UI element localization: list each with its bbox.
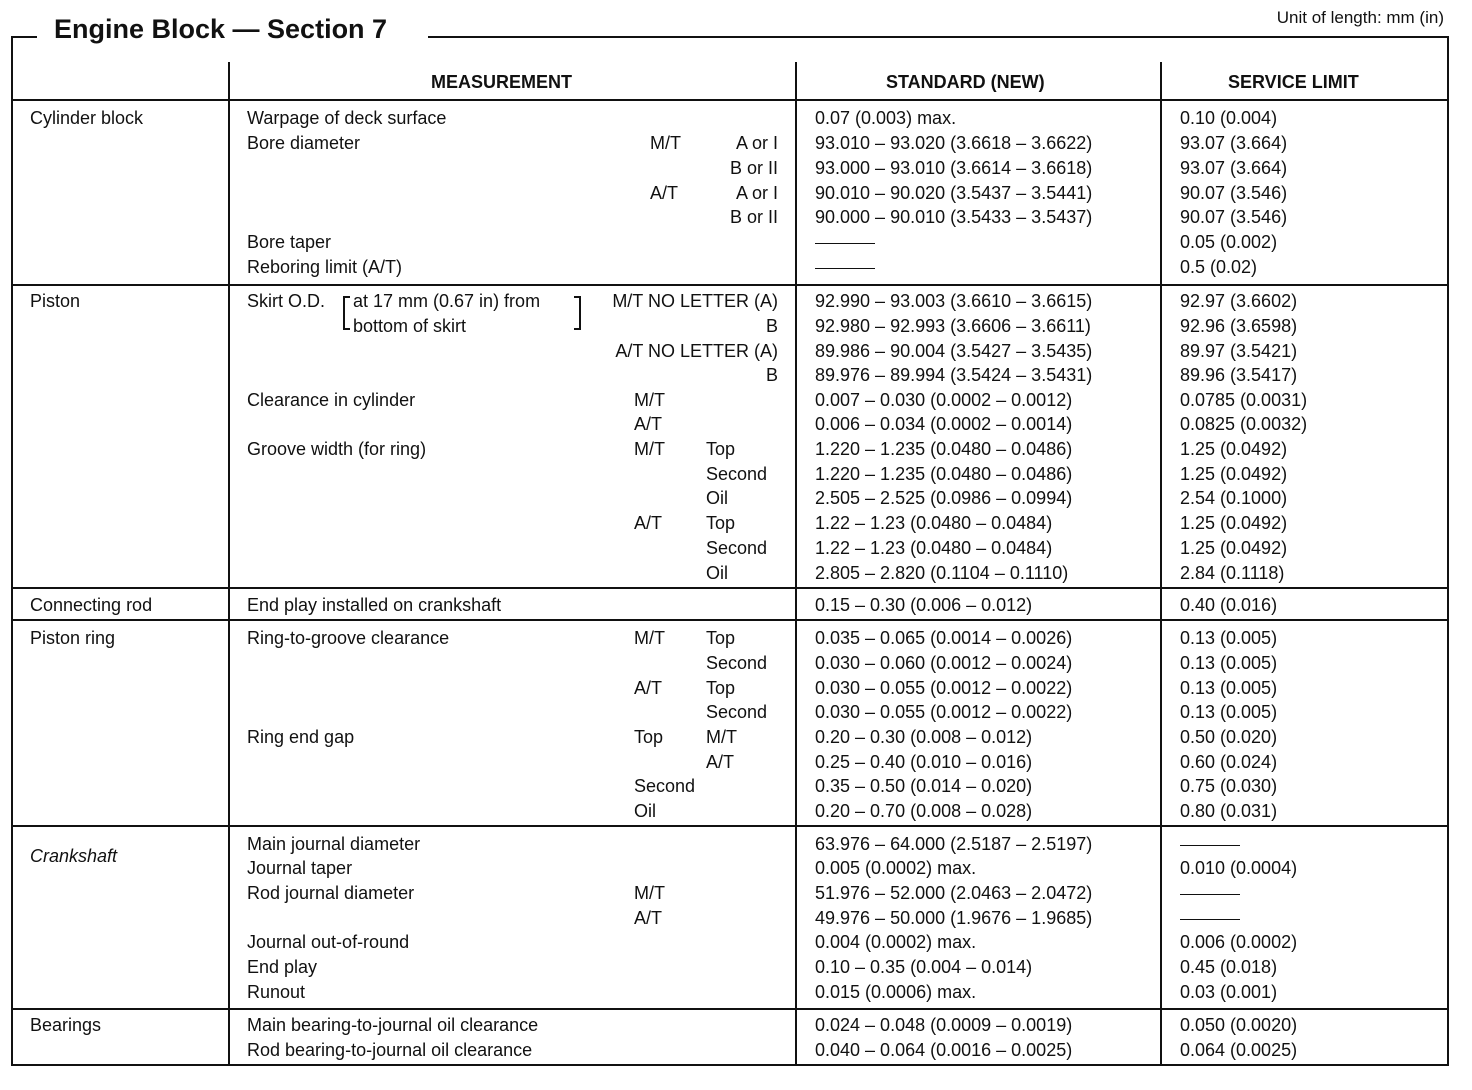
service-limit-value: 1.25 (0.0492)	[1180, 464, 1288, 484]
service-limit-value: 93.07 (3.664)	[1180, 158, 1288, 178]
standard-value: 63.976 – 64.000 (2.5187 – 2.5197)	[815, 834, 1093, 854]
measurement-label: End play installed on crankshaft	[247, 595, 502, 615]
standard-value: 0.030 – 0.055 (0.0012 – 0.0022)	[815, 702, 1073, 722]
qualifier: M/T	[634, 390, 665, 410]
qualifier: B	[765, 316, 778, 336]
no-value-dash	[815, 230, 875, 254]
component-label: Cylinder block	[30, 108, 144, 128]
standard-value: 0.20 – 0.30 (0.008 – 0.012)	[815, 727, 1033, 747]
qualifier: Second	[706, 464, 768, 484]
measurement-label: Main bearing-to-journal oil clearance	[247, 1015, 539, 1035]
table-row	[0, 1013, 1472, 1037]
service-limit-value: 0.03 (0.001)	[1180, 982, 1278, 1002]
qualifier: Second	[706, 702, 768, 722]
service-limit-value: 0.50 (0.020)	[1180, 727, 1278, 747]
qualifier: M/T	[634, 439, 665, 459]
service-limit-value: 0.75 (0.030)	[1180, 776, 1278, 796]
qualifier: M/T	[634, 628, 665, 648]
table-row	[0, 314, 1472, 338]
standard-value: 90.010 – 90.020 (3.5437 – 3.5441)	[815, 183, 1093, 203]
table-row	[0, 700, 1472, 724]
standard-value: 89.976 – 89.994 (3.5424 – 3.5431)	[815, 365, 1093, 385]
table-row	[0, 846, 1472, 880]
measurement-label: Journal out-of-round	[247, 932, 410, 952]
standard-value: 90.000 – 90.010 (3.5433 – 3.5437)	[815, 207, 1093, 227]
measurement-label: Clearance in cylinder	[247, 390, 416, 410]
component-label: Piston ring	[30, 628, 116, 648]
section-divider	[11, 587, 1447, 589]
measurement-label: Ring end gap	[247, 727, 355, 747]
measurement-note: at 17 mm (0.67 in) from	[353, 291, 541, 311]
qualifier: B	[765, 365, 778, 385]
header-standard: STANDARD (NEW)	[886, 72, 1045, 92]
service-limit-value: 0.10 (0.004)	[1180, 108, 1278, 128]
table-row	[0, 774, 1472, 798]
qualifier: Top	[634, 727, 664, 747]
table-row	[0, 750, 1472, 774]
standard-value: 93.010 – 93.020 (3.6618 – 3.6622)	[815, 133, 1093, 153]
table-row	[0, 536, 1472, 560]
service-limit-value: 0.13 (0.005)	[1180, 653, 1278, 673]
measurement-label: Bore diameter	[247, 133, 361, 153]
standard-value: 0.35 – 0.50 (0.014 – 0.020)	[815, 776, 1033, 796]
table-row	[0, 131, 1472, 155]
table-row	[0, 676, 1472, 700]
table-row	[0, 462, 1472, 486]
qualifier: Oil	[706, 563, 728, 583]
service-limit-value: 1.25 (0.0492)	[1180, 439, 1288, 459]
standard-value: 92.980 – 92.993 (3.6606 – 3.6611)	[815, 316, 1091, 336]
qualifier: A/T	[650, 183, 679, 203]
standard-value: 0.035 – 0.065 (0.0014 – 0.0026)	[815, 628, 1073, 648]
standard-value: 0.005 (0.0002) max.	[815, 858, 977, 878]
measurement-label: Reboring limit (A/T)	[247, 257, 403, 277]
standard-value: 0.10 – 0.35 (0.004 – 0.014)	[815, 957, 1033, 977]
measurement-label: Runout	[247, 982, 306, 1002]
service-limit-value: 0.5 (0.02)	[1180, 257, 1258, 277]
standard-value: 0.15 – 0.30 (0.006 – 0.012)	[815, 595, 1033, 615]
standard-value: 1.22 – 1.23 (0.0480 – 0.0484)	[815, 513, 1053, 533]
service-limit-value: 0.064 (0.0025)	[1180, 1040, 1298, 1060]
service-limit-value: 92.97 (3.6602)	[1180, 291, 1298, 311]
table-row	[0, 955, 1472, 979]
qualifier: A or I	[735, 183, 778, 203]
measurement-label: End play	[247, 957, 318, 977]
measurement-label: Groove width (for ring)	[247, 439, 427, 459]
service-limit-value: 2.84 (0.1118)	[1180, 563, 1285, 583]
qualifier: A/T	[706, 752, 735, 772]
table-row	[0, 339, 1472, 363]
standard-value: 0.006 – 0.034 (0.0002 – 0.0014)	[815, 414, 1073, 434]
standard-value: 0.25 – 0.40 (0.010 – 0.016)	[815, 752, 1033, 772]
qualifier: M/T	[706, 727, 737, 747]
service-limit-value: 93.07 (3.664)	[1180, 133, 1288, 153]
table-row	[0, 906, 1472, 930]
qualifier: Second	[706, 538, 768, 558]
qualifier: M/T	[650, 133, 681, 153]
service-limit-value: 92.96 (3.6598)	[1180, 316, 1298, 336]
service-limit-value: 1.25 (0.0492)	[1180, 513, 1288, 533]
service-limit-value: 2.54 (0.1000)	[1180, 488, 1288, 508]
qualifier: Second	[706, 653, 768, 673]
standard-value: 93.000 – 93.010 (3.6614 – 3.6618)	[815, 158, 1093, 178]
qualifier: Oil	[706, 488, 728, 508]
service-limit-value: 0.80 (0.031)	[1180, 801, 1278, 821]
service-limit-value: 89.96 (3.5417)	[1180, 365, 1298, 385]
table-row	[0, 561, 1472, 585]
table-row	[0, 363, 1472, 387]
standard-value: 0.015 (0.0006) max.	[815, 982, 977, 1002]
component-label: Bearings	[30, 1015, 102, 1035]
section-divider	[11, 825, 1447, 827]
service-limit-value: 0.050 (0.0020)	[1180, 1015, 1298, 1035]
service-limit-value: 0.010 (0.0004)	[1180, 858, 1298, 878]
no-value-dash	[815, 255, 875, 279]
section-divider	[11, 619, 1447, 621]
table-row	[0, 980, 1472, 1004]
qualifier: A/T	[634, 678, 663, 698]
component-label: Connecting rod	[30, 595, 153, 615]
table-row	[0, 725, 1472, 749]
component-label: Crankshaft	[30, 846, 118, 866]
service-limit-value: 0.0785 (0.0031)	[1180, 390, 1308, 410]
table-row	[0, 289, 1472, 313]
standard-value: 1.220 – 1.235 (0.0480 – 0.0486)	[815, 439, 1073, 459]
standard-value: 0.007 – 0.030 (0.0002 – 0.0012)	[815, 390, 1073, 410]
qualifier: Top	[706, 439, 736, 459]
table-row	[0, 230, 1472, 254]
service-limit-value: 0.40 (0.016)	[1180, 595, 1278, 615]
service-limit-value: 0.13 (0.005)	[1180, 702, 1278, 722]
service-limit-value: 0.006 (0.0002)	[1180, 932, 1298, 952]
table-row	[0, 881, 1472, 905]
section-divider	[11, 284, 1447, 286]
qualifier: B or II	[729, 207, 778, 227]
table-row	[0, 437, 1472, 461]
standard-value: 49.976 – 50.000 (1.9676 – 1.9685)	[815, 908, 1093, 928]
table-row	[0, 930, 1472, 954]
table-row	[0, 486, 1472, 510]
table-row	[0, 799, 1472, 823]
qualifier: A/T	[634, 414, 663, 434]
standard-value: 92.990 – 93.003 (3.6610 – 3.6615)	[815, 291, 1093, 311]
page-title: Engine Block — Section 7	[54, 14, 388, 44]
standard-value: 0.030 – 0.060 (0.0012 – 0.0024)	[815, 653, 1073, 673]
table-row	[0, 593, 1472, 617]
table-row	[0, 255, 1472, 279]
table-row	[0, 511, 1472, 535]
table-row	[0, 651, 1472, 675]
standard-value: 1.220 – 1.235 (0.0480 – 0.0486)	[815, 464, 1073, 484]
service-limit-value: 0.13 (0.005)	[1180, 628, 1278, 648]
standard-value: 1.22 – 1.23 (0.0480 – 0.0484)	[815, 538, 1053, 558]
table-row	[0, 106, 1472, 130]
qualifier: M/T NO LETTER (A)	[612, 291, 778, 311]
standard-value: 2.805 – 2.820 (0.1104 – 0.1110)	[815, 563, 1069, 583]
header-service-limit: SERVICE LIMIT	[1228, 72, 1359, 92]
qualifier: Top	[706, 513, 736, 533]
table-row	[0, 205, 1472, 229]
standard-value: 0.20 – 0.70 (0.008 – 0.028)	[815, 801, 1033, 821]
qualifier: A/T	[634, 908, 663, 928]
table-row	[0, 1038, 1472, 1062]
measurement-label: Rod bearing-to-journal oil clearance	[247, 1040, 533, 1060]
standard-value: 0.040 – 0.064 (0.0016 – 0.0025)	[815, 1040, 1073, 1060]
no-value-dash	[1180, 832, 1240, 856]
service-limit-value: 0.60 (0.024)	[1180, 752, 1278, 772]
no-value-dash	[1180, 881, 1240, 905]
qualifier: A or I	[735, 133, 778, 153]
unit-label: Unit of length: mm (in)	[1276, 8, 1444, 27]
standard-value: 0.004 (0.0002) max.	[815, 932, 977, 952]
table-row	[0, 181, 1472, 205]
service-limit-value: 0.05 (0.002)	[1180, 232, 1278, 252]
service-limit-value: 0.0825 (0.0032)	[1180, 414, 1308, 434]
measurement-label: Main journal diameter	[247, 834, 421, 854]
measurement-label: Skirt O.D.	[247, 291, 326, 311]
measurement-label: Warpage of deck surface	[247, 108, 447, 128]
measurement-note: bottom of skirt	[353, 316, 467, 336]
table-row	[0, 832, 1472, 856]
table-row	[0, 388, 1472, 412]
table-row	[0, 412, 1472, 436]
measurement-label: Ring-to-groove clearance	[247, 628, 450, 648]
standard-value: 51.976 – 52.000 (2.0463 – 2.0472)	[815, 883, 1093, 903]
standard-value: 2.505 – 2.525 (0.0986 – 0.0994)	[815, 488, 1073, 508]
standard-value: 0.07 (0.003) max.	[815, 108, 957, 128]
qualifier: A/T	[634, 513, 663, 533]
service-limit-value: 0.45 (0.018)	[1180, 957, 1278, 977]
service-limit-value: 89.97 (3.5421)	[1180, 341, 1298, 361]
qualifier: Oil	[634, 801, 656, 821]
measurement-label: Rod journal diameter	[247, 883, 415, 903]
qualifier: Second	[634, 776, 696, 796]
service-limit-value: 90.07 (3.546)	[1180, 183, 1288, 203]
standard-value: 89.986 – 90.004 (3.5427 – 3.5435)	[815, 341, 1093, 361]
service-limit-value: 0.13 (0.005)	[1180, 678, 1278, 698]
standard-value: 0.024 – 0.048 (0.0009 – 0.0019)	[815, 1015, 1073, 1035]
qualifier: A/T NO LETTER (A)	[615, 341, 778, 361]
table-row	[0, 156, 1472, 180]
standard-value: 0.030 – 0.055 (0.0012 – 0.0022)	[815, 678, 1073, 698]
measurement-label: Bore taper	[247, 232, 332, 252]
section-divider	[11, 1008, 1447, 1010]
component-label: Piston	[30, 291, 81, 311]
no-value-dash	[1180, 906, 1240, 930]
service-limit-value: 90.07 (3.546)	[1180, 207, 1288, 227]
header-divider	[11, 99, 1447, 101]
service-limit-value: 1.25 (0.0492)	[1180, 538, 1288, 558]
qualifier: M/T	[634, 883, 665, 903]
measurement-label: Journal taper	[247, 858, 353, 878]
qualifier: Top	[706, 678, 736, 698]
qualifier: B or II	[729, 158, 778, 178]
header-measurement: MEASUREMENT	[431, 72, 573, 92]
qualifier: Top	[706, 628, 736, 648]
table-row	[0, 626, 1472, 650]
